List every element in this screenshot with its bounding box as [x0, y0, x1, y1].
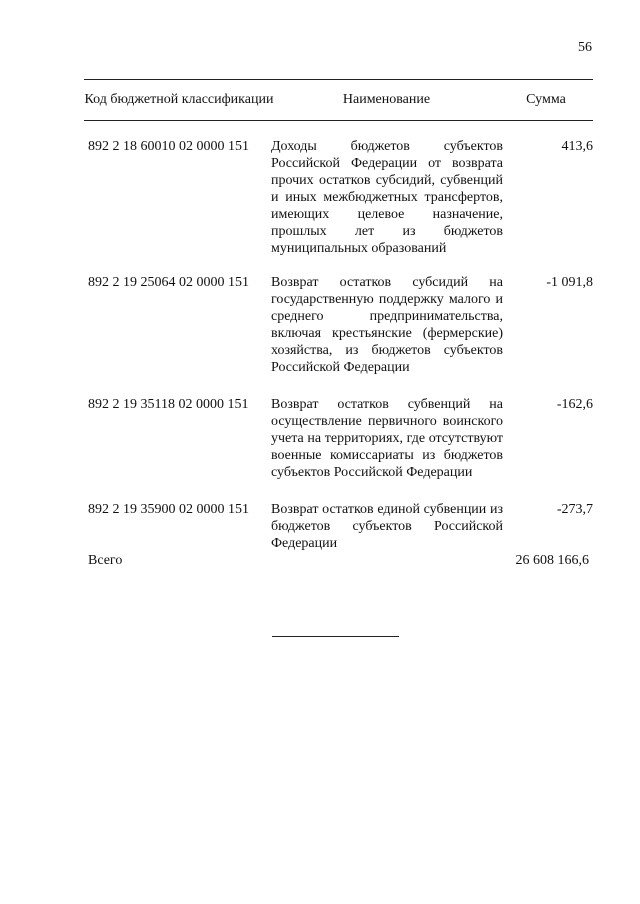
header-code: Код бюджетной классификации	[84, 92, 274, 107]
row-name: Возврат остатков субсидий на государственную поддержку малого и среднего предпринимательства, включая крестьянские (фермерские) хозяйства, из бюджетов субъектов Российской Федерации	[271, 275, 503, 375]
header-name: Наименование	[342, 92, 431, 107]
row-code: 892 2 19 35900 02 0000 151	[88, 502, 249, 517]
table-header	[84, 79, 593, 121]
total-sum: 26 608 166,6	[515, 553, 589, 568]
end-divider	[272, 636, 399, 637]
row-sum: 413,6	[561, 139, 593, 154]
header-sum: Сумма	[526, 92, 566, 107]
row-code: 892 2 19 25064 02 0000 151	[88, 275, 249, 290]
row-code: 892 2 18 60010 02 0000 151	[88, 139, 249, 154]
total-label: Всего	[88, 553, 123, 568]
page-number: 56	[578, 40, 592, 55]
row-name: Возврат остатков единой субвенции из бюджетов субъектов Российской Федерации	[271, 502, 503, 551]
row-code: 892 2 19 35118 02 0000 151	[88, 397, 249, 412]
row-sum: -1 091,8	[546, 275, 593, 290]
row-sum: -162,6	[556, 397, 593, 412]
row-sum: -273,7	[556, 502, 593, 517]
row-name: Доходы бюджетов субъектов Российской Федерации от возврата прочих остатков субсидий, субвенций и иных межбюджетных трансфертов, имеющих целевое назначение, прошлых лет из бюджетов муниципальных образований	[271, 139, 503, 256]
row-name: Возврат остатков субвенций на осуществление первичного воинского учета на территориях, где отсутствуют военные комиссариаты из бюджетов субъектов Российской Федерации	[271, 397, 503, 480]
